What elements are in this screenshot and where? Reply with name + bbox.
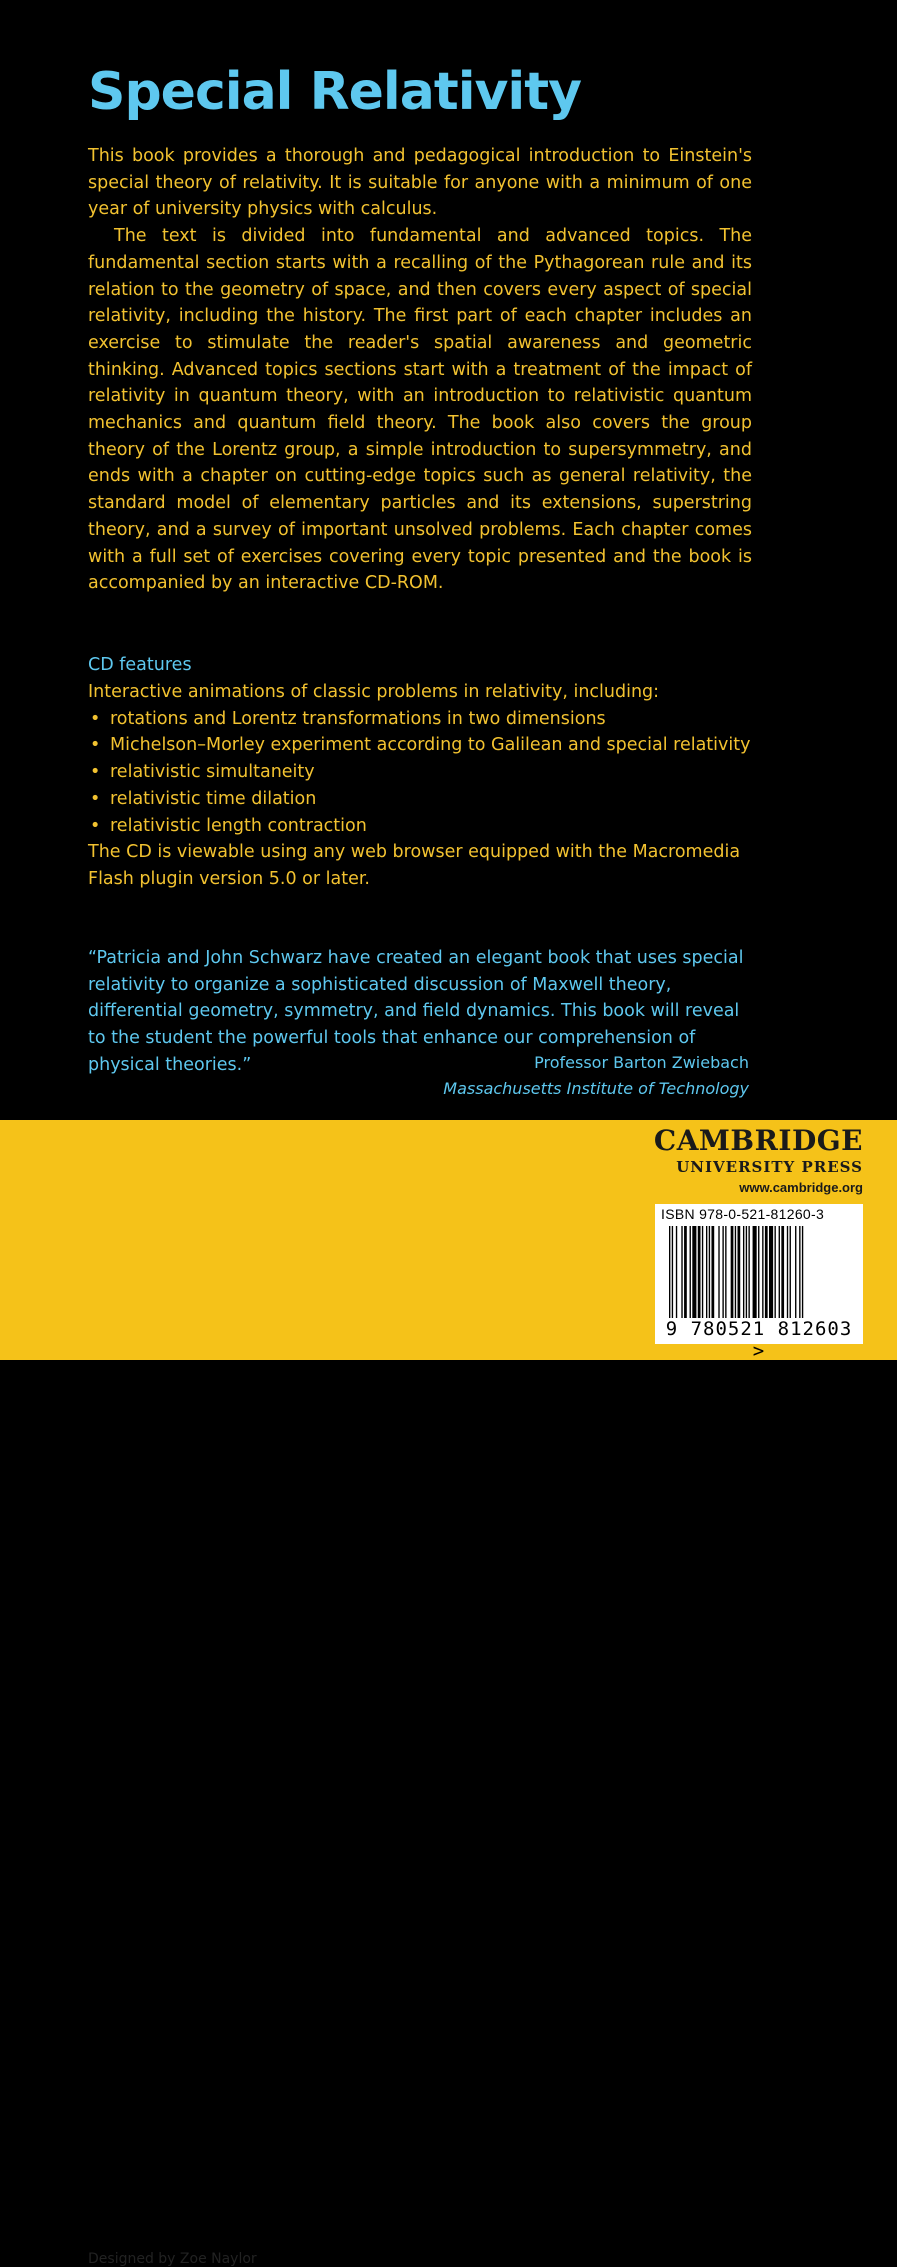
barcode-bar — [669, 1226, 670, 1318]
description-paragraph-1: This book provides a thorough and pedagogical introduction to Einstein's special theory of relativity. It is suitable for anyone with a minimum of one year of university physics with calculus. — [88, 146, 752, 220]
barcode-bar — [795, 1226, 796, 1318]
bullet-icon: • — [90, 762, 101, 783]
barcode-bar — [765, 1226, 768, 1318]
barcode-bar — [769, 1226, 773, 1318]
barcode-bar — [738, 1226, 741, 1318]
barcode-bar — [748, 1226, 749, 1318]
barcode-bar — [753, 1226, 757, 1318]
publisher-url: www.cambridge.org — [739, 1180, 863, 1195]
barcode-bar — [684, 1226, 687, 1318]
barcode-bar — [698, 1226, 701, 1318]
barcode-bar — [676, 1226, 677, 1318]
cd-feature-list — [88, 706, 768, 840]
publisher-logo — [654, 1125, 863, 1199]
barcode-bar — [758, 1226, 759, 1318]
barcode-bar — [709, 1226, 710, 1318]
barcode-bar — [722, 1226, 723, 1318]
description-paragraph-2: The text is divided into fundamental and advanced topics. The fundamental section starts with a recalling of the Pythagorean rule and its relation to the geometry of space, and then covers every aspect of special relativity, including the history. The first part of each chapter includes an exercise to stimulate the reader's spatial awareness and geometric thinking. Advanced topics sections start with a treatment of the impact of relativity in quantum theory, with an introduction to relativistic quantum mechanics and quantum field theory. The book also covers the group theory of the Lorentz group, a simple introduction to supersymmetry, and ends with a chapter on cutting-edge topics such as general relativity, the standard model of elementary particles and its extensions, superstring theory, and a survey of important unsolved problems. Each chapter comes with a full set of exercises covering every topic presented and the book is accompanied by an interactive CD-ROM. — [88, 226, 752, 594]
barcode-bar — [690, 1226, 691, 1318]
barcode-bar — [725, 1226, 726, 1318]
bullet-icon: • — [90, 708, 101, 729]
list-item: • Michelson–Morley experiment according to Galilean and special relativity — [88, 732, 768, 759]
publisher-press: UNIVERSITY PRESS — [676, 1158, 863, 1176]
barcode-bar — [787, 1226, 788, 1318]
barcode-bar — [746, 1226, 747, 1318]
barcode-bar — [718, 1226, 719, 1318]
barcode-bar — [779, 1226, 780, 1318]
quote-institution: Massachusetts Institute of Technology — [443, 1079, 749, 1098]
designer-credit: Designed by Zoe Naylor — [88, 2251, 257, 2267]
book-title: Special Relativity — [88, 62, 581, 122]
bullet-icon: • — [90, 788, 101, 809]
barcode-bar — [735, 1226, 736, 1318]
isbn-label: ISBN 978-0-521-81260-3 — [661, 1206, 825, 1222]
barcode-bar — [731, 1226, 734, 1318]
barcode-bar — [681, 1226, 682, 1318]
barcode-number: 9 780521 812603 > — [665, 1318, 853, 1362]
cd-intro: Interactive animations of classic problems in relativity, including: — [88, 682, 660, 702]
list-item: • relativistic simultaneity — [88, 759, 768, 786]
barcode-bar — [802, 1226, 803, 1318]
list-item: • rotations and Lorentz transformations in two dimensions — [88, 706, 768, 733]
barcode — [655, 1204, 863, 1362]
cd-features-heading: CD features — [88, 655, 192, 675]
barcode-bar — [781, 1226, 784, 1318]
bullet-icon: • — [90, 815, 101, 836]
quote-attribution — [443, 1050, 749, 1102]
barcode-bar — [790, 1226, 791, 1318]
barcode-bar — [762, 1226, 763, 1318]
barcode-bar — [672, 1226, 673, 1318]
barcode-bar — [702, 1226, 703, 1318]
quote-author: Professor Barton Zwiebach — [534, 1053, 749, 1072]
barcode-bar — [743, 1226, 744, 1318]
cd-features — [88, 679, 768, 893]
barcode-bar — [692, 1226, 696, 1318]
barcode-bar — [706, 1226, 707, 1318]
list-item: • relativistic length contraction — [88, 813, 768, 840]
barcode-bar — [774, 1226, 775, 1318]
list-item: • relativistic time dilation — [88, 786, 768, 813]
barcode-bar — [711, 1226, 714, 1318]
barcode-bars-icon — [669, 1226, 855, 1318]
barcode-bar — [799, 1226, 800, 1318]
cd-requirements: The CD is viewable using any web browser equipped with the Macromedia Flash plugin version 5.0 or later. — [88, 842, 741, 889]
quote-text: “Patricia and John Schwarz have created an elegant book that uses special relativity to organize a sophisticated discussion of Maxwell theory, differential geometry, symmetry, and field dynamics. This book will reveal to the student the powerful tools that enhance our comprehension of physical theories.” — [88, 948, 744, 1075]
bullet-icon: • — [90, 735, 101, 756]
description — [88, 143, 752, 597]
publisher-name: CAMBRIDGE — [653, 1124, 863, 1157]
